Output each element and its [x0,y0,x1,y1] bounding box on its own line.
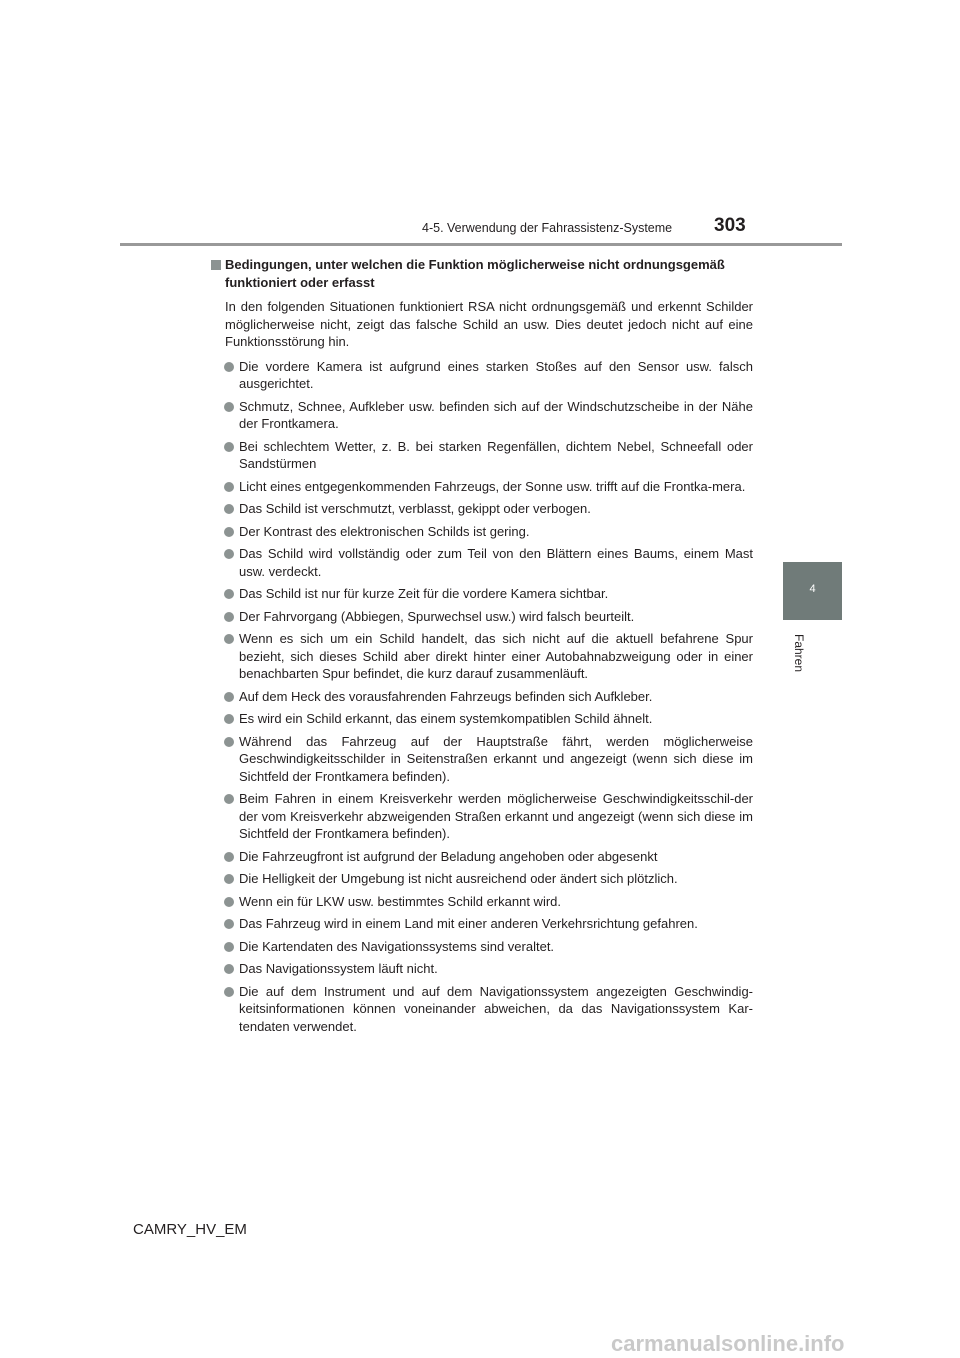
list-item [210,915,753,933]
round-bullet-icon [224,964,234,974]
round-bullet-icon [224,589,234,599]
list-item-text: Beim Fahren in einem Kreisverkehr werden möglicherweise Geschwindigkeitsschil-der der vom Kreisverkehr abzweigenden Straßen erkannt und angezeigt (wenn sich diese im Sichtfeld der Frontkamera befinden). [239,791,753,841]
list-item-text: Bei schlechtem Wetter, z. B. bei starken Regenfällen, dichtem Nebel, Schneefall oder Sandstürmen [239,438,753,471]
list-item-text: Licht eines entgegenkommenden Fahrzeugs, der Sonne usw. trifft auf die Frontka-mera. [239,478,746,494]
list-item-text: Der Kontrast des elektronischen Schilds ist gering. [239,523,530,539]
list-item [210,960,753,978]
round-bullet-icon [224,919,234,929]
list-item [210,790,753,843]
square-bullet-icon [211,260,221,270]
list-item [210,358,753,393]
intro-paragraph: In den folgenden Situationen funktioniert RSA nicht ordnungsgemäß und erkennt Schilder möglicherweise nicht, zeigt das falsche Schild an usw. Dies deutet jedoch nicht auf eine Funktionsstörung hin. [225,299,753,349]
round-bullet-icon [224,897,234,907]
chapter-tab [783,562,842,620]
list-item [210,523,753,541]
list-item [210,398,753,433]
round-bullet-icon [224,987,234,997]
section-heading-text: Bedingungen, unter welchen die Funktion möglicherweise nicht ordnungsgemäß funktioniert oder erfasst [225,257,725,290]
round-bullet-icon [224,527,234,537]
list-item [210,500,753,518]
list-item-text: Die Fahrzeugfront ist aufgrund der Beladung angehoben oder abgesenkt [239,848,658,864]
list-item [210,893,753,911]
section-heading [210,256,753,291]
round-bullet-icon [224,874,234,884]
round-bullet-icon [224,612,234,622]
list-item-text: Schmutz, Schnee, Aufkleber usw. befinden sich auf der Windschutzscheibe in der Nähe der Frontkamera. [239,398,753,431]
list-item [210,710,753,728]
list-item-text: Wenn es sich um ein Schild handelt, das sich nicht auf die aktuell befahrene Spur bezieht, sich dieses Schild aber direkt hinter einer Autobahnabzweigung oder in einer benachbarten Spur befindet, die kurz darauf zusammenläuft. [239,631,753,681]
list-item [210,630,753,683]
list-item [210,608,753,626]
list-item [210,983,753,1036]
document-code: CAMRY_HV_EM [133,1221,247,1238]
list-item-text: Das Schild ist nur für kurze Zeit für die vordere Kamera sichtbar. [239,586,609,601]
round-bullet-icon [224,794,234,804]
list-item-text: Das Schild ist verschmutzt, verblasst, gekippt oder verbogen. [239,501,591,516]
list-item-text: Die Helligkeit der Umgebung ist nicht ausreichend oder ändert sich plötzlich. [239,871,678,886]
list-item [210,545,753,580]
main-content [210,256,753,1040]
header-divider [120,243,842,246]
list-item-text: Der Fahrvorgang (Abbiegen, Spurwechsel usw.) wird falsch beurteilt. [239,608,635,624]
list-item-text: Wenn ein für LKW usw. bestimmtes Schild erkannt wird. [239,893,561,909]
list-item-text: Das Schild wird vollständig oder zum Teil von den Blättern eines Baums, einem Mast usw. verdeckt. [239,546,753,579]
round-bullet-icon [224,504,234,514]
round-bullet-icon [224,714,234,724]
list-item-text: Während das Fahrzeug auf der Hauptstraße fährt, werden möglicherweise Geschwindigkeitsschilder in Seitenstraßen erkannt und angezeigt (wenn sich diese im Sichtfeld der Frontkamera befinden). [239,733,753,784]
round-bullet-icon [224,634,234,644]
round-bullet-icon [224,482,234,492]
list-item [210,438,753,473]
round-bullet-icon [224,402,234,412]
list-item [210,733,753,786]
round-bullet-icon [224,942,234,952]
list-item [210,870,753,888]
list-item-text: Auf dem Heck des vorausfahrenden Fahrzeugs befinden sich Aufkleber. [239,688,653,704]
list-item [210,848,753,866]
list-item-text: Die vordere Kamera ist aufgrund eines starken Stoßes auf den Sensor usw. falsch ausgerichtet. [239,358,753,391]
list-item [210,585,753,603]
list-item-text: Das Fahrzeug wird in einem Land mit einer anderen Verkehrsrichtung gefahren. [239,916,698,931]
list-item [210,478,753,496]
list-item-text: Die Kartendaten des Navigationssystems sind veraltet. [239,938,555,954]
watermark: carmanualsonline.info [611,1331,845,1356]
round-bullet-icon [224,549,234,559]
list-item-text: Die auf dem Instrument und auf dem Navigationssystem angezeigten Geschwindig-keitsinformationen können voneinander abweichen, da das Navigationssystem Kar-tendaten verwendet. [239,983,753,1034]
round-bullet-icon [224,442,234,452]
page-number: 303 [714,215,746,236]
chapter-label: Fahren [792,633,806,673]
header-section-title: 4-5. Verwendung der Fahrassistenz-Systeme [422,221,673,235]
bullet-list [210,358,753,1036]
list-item-text: Das Navigationssystem läuft nicht. [239,961,438,976]
round-bullet-icon [224,737,234,747]
list-item [210,938,753,956]
chapter-number: 4 [809,583,816,595]
list-item-text: Es wird ein Schild erkannt, das einem systemkompatiblen Schild ähnelt. [239,711,653,726]
chapter-label-container [790,626,804,676]
round-bullet-icon [224,362,234,372]
round-bullet-icon [224,852,234,862]
list-item [210,688,753,706]
round-bullet-icon [224,692,234,702]
